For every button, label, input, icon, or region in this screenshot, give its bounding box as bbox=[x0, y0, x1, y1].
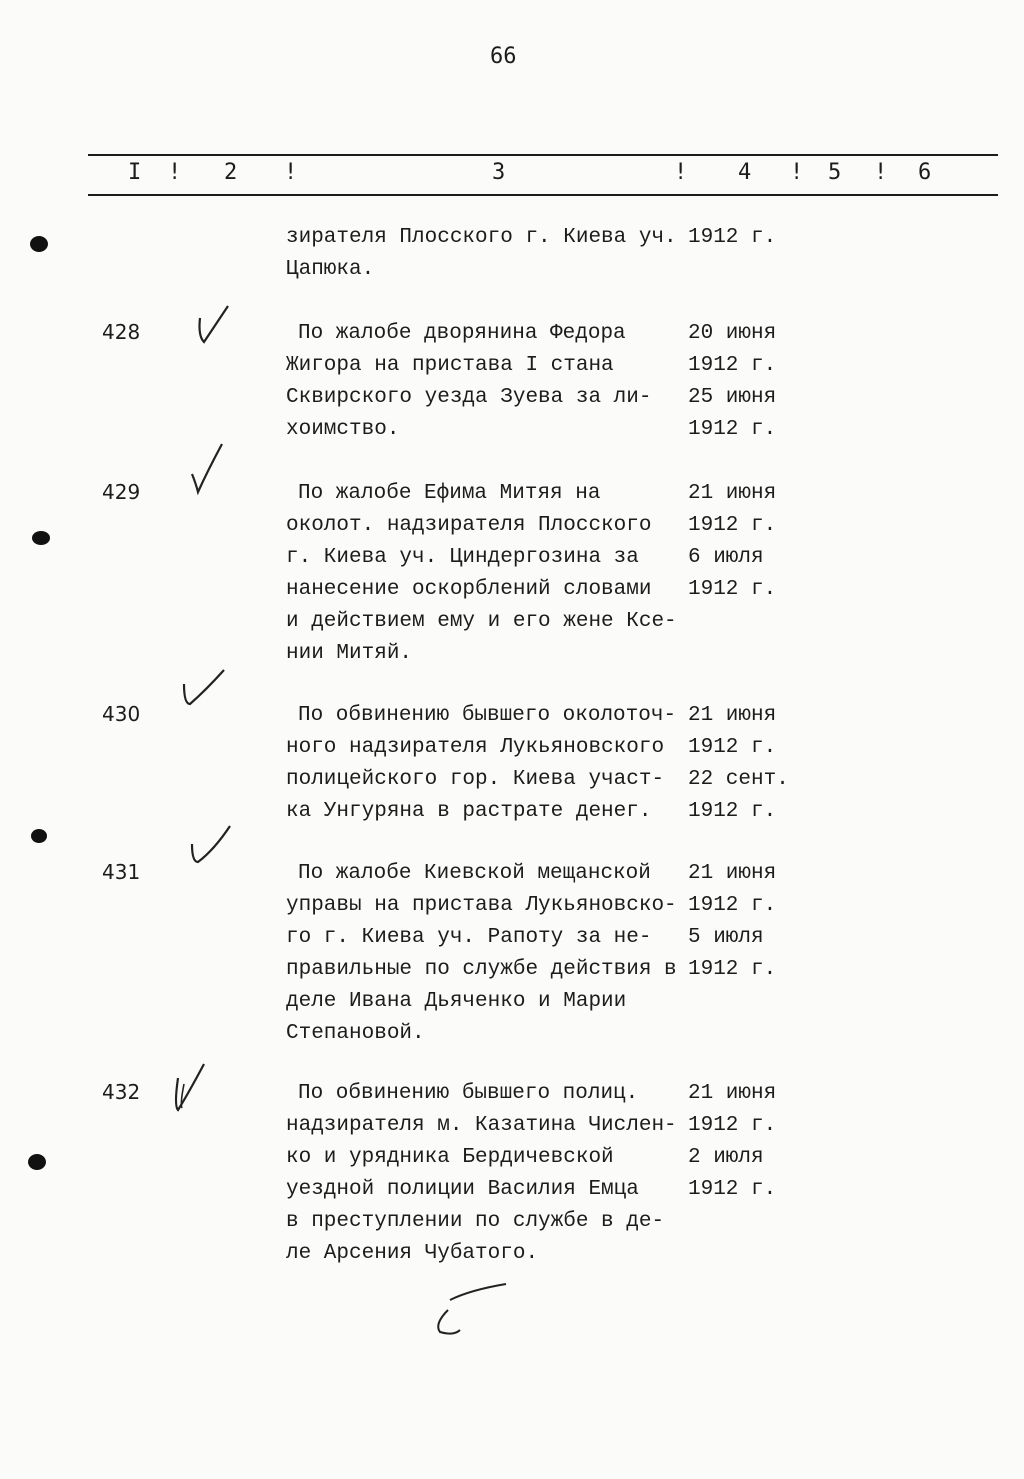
continuation-line: зирателя Плосского г. Киева уч. bbox=[286, 226, 677, 249]
entry-dates bbox=[688, 858, 776, 986]
page-number: 66 bbox=[490, 44, 517, 69]
text-line: правильные по службе действия в bbox=[286, 958, 677, 981]
entry-number: 429 bbox=[102, 480, 141, 504]
text-line: полицейского гор. Киева участ- bbox=[286, 768, 665, 791]
column-header-3: 3 bbox=[492, 160, 506, 185]
text-line: хоимство. bbox=[286, 418, 400, 441]
date-line: 5 июля bbox=[688, 926, 764, 949]
entry-description bbox=[286, 858, 677, 1050]
column-separator: ! bbox=[284, 160, 298, 185]
text-line: го г. Киева уч. Рапоту за не- bbox=[286, 926, 652, 949]
date-line: 25 июня bbox=[688, 386, 777, 409]
column-separator: ! bbox=[674, 160, 688, 185]
check-mark-icon bbox=[176, 664, 232, 714]
date-line: 1912 г. bbox=[688, 958, 777, 981]
date-line: 22 сент. bbox=[688, 768, 789, 791]
column-header-5: 5 bbox=[828, 160, 842, 185]
text-line: По обвинению бывшего полиц. bbox=[298, 1082, 639, 1105]
text-line: управы на пристава Лукьяновско- bbox=[286, 894, 677, 917]
text-line: надзирателя м. Казатина Числен- bbox=[286, 1114, 677, 1137]
date-line: 20 июня bbox=[688, 322, 777, 345]
column-header-6: 6 bbox=[918, 160, 932, 185]
text-line: г. Киева уч. Циндергозина за bbox=[286, 546, 639, 569]
date-line: 1912 г. bbox=[688, 514, 777, 537]
text-line: нии Митяй. bbox=[286, 642, 413, 665]
date-line: 2 июля bbox=[688, 1146, 764, 1169]
handwritten-mark-icon bbox=[420, 1280, 520, 1350]
date-line: 1912 г. bbox=[688, 894, 777, 917]
text-line: ко и урядника Бердичевской bbox=[286, 1146, 614, 1169]
text-line: По жалобе Киевской мещанской bbox=[298, 862, 651, 885]
entry-number: 431 bbox=[102, 860, 141, 884]
entry-number: 430 bbox=[102, 702, 141, 726]
entry-description bbox=[286, 318, 651, 446]
text-line: ле Арсения Чубатого. bbox=[286, 1242, 539, 1265]
entry-description bbox=[286, 700, 676, 828]
date-line: 1912 г. bbox=[688, 354, 777, 377]
text-line: Сквирского уезда Зуева за ли- bbox=[286, 386, 652, 409]
punch-hole-icon bbox=[28, 234, 50, 254]
entry-description bbox=[286, 1078, 677, 1270]
column-separator: ! bbox=[168, 160, 182, 185]
entry-description bbox=[286, 478, 677, 670]
date-line: 1912 г. bbox=[688, 800, 777, 823]
text-line: нанесение оскорблений словами bbox=[286, 578, 652, 601]
date-line: 1912 г. bbox=[688, 418, 777, 441]
entry-number: 432 bbox=[102, 1080, 141, 1104]
check-mark-icon bbox=[166, 1060, 216, 1120]
date-line: 21 июня bbox=[688, 482, 777, 505]
punch-hole-icon bbox=[30, 528, 52, 548]
text-line: Жигора на пристава I стана bbox=[286, 354, 614, 377]
text-line: По жалобе Ефима Митяя на bbox=[298, 482, 601, 505]
entry-number: 428 bbox=[102, 320, 141, 344]
continuation-line: Цапюка. bbox=[286, 258, 375, 281]
column-separator: ! bbox=[790, 160, 804, 185]
text-line: околот. надзирателя Плосского bbox=[286, 514, 652, 537]
date-line: 21 июня bbox=[688, 862, 777, 885]
text-line: Степановой. bbox=[286, 1022, 425, 1045]
check-mark-icon bbox=[184, 822, 236, 872]
punch-hole-icon bbox=[28, 826, 50, 846]
text-line: в преступлении по службе в де- bbox=[286, 1210, 665, 1233]
table-header-bottom-rule bbox=[88, 194, 998, 196]
text-line: и действием ему и его жене Ксе- bbox=[286, 610, 677, 633]
date-line: 21 июня bbox=[688, 704, 777, 727]
text-line: ка Унгуряна в растрате денег. bbox=[286, 800, 652, 823]
punch-hole-icon bbox=[26, 1152, 48, 1172]
date-line: 1912 г. bbox=[688, 578, 777, 601]
check-mark-icon bbox=[184, 440, 234, 500]
table-header-top-rule bbox=[88, 154, 998, 156]
entry-dates bbox=[688, 700, 789, 828]
entry-dates bbox=[688, 318, 776, 446]
date-line: 6 июля bbox=[688, 546, 764, 569]
text-line: деле Ивана Дьяченко и Марии bbox=[286, 990, 627, 1013]
check-mark-icon bbox=[186, 300, 236, 350]
column-header-2: 2 bbox=[224, 160, 238, 185]
date-line: 1912 г. bbox=[688, 1114, 777, 1137]
continuation-date: 1912 г. bbox=[688, 226, 777, 249]
text-line: уездной полиции Василия Емца bbox=[286, 1178, 639, 1201]
date-line: 1912 г. bbox=[688, 1178, 777, 1201]
column-separator: ! bbox=[874, 160, 888, 185]
entry-dates bbox=[688, 1078, 776, 1206]
date-line: 21 июня bbox=[688, 1082, 777, 1105]
text-line: ного надзирателя Лукьяновского bbox=[286, 736, 665, 759]
text-line: По обвинению бывшего околоточ- bbox=[298, 704, 677, 727]
text-line: По жалобе дворянина Федора bbox=[298, 322, 626, 345]
entry-dates bbox=[688, 478, 776, 606]
date-line: 1912 г. bbox=[688, 736, 777, 759]
column-header-1: I bbox=[128, 160, 142, 185]
column-header-4: 4 bbox=[738, 160, 752, 185]
